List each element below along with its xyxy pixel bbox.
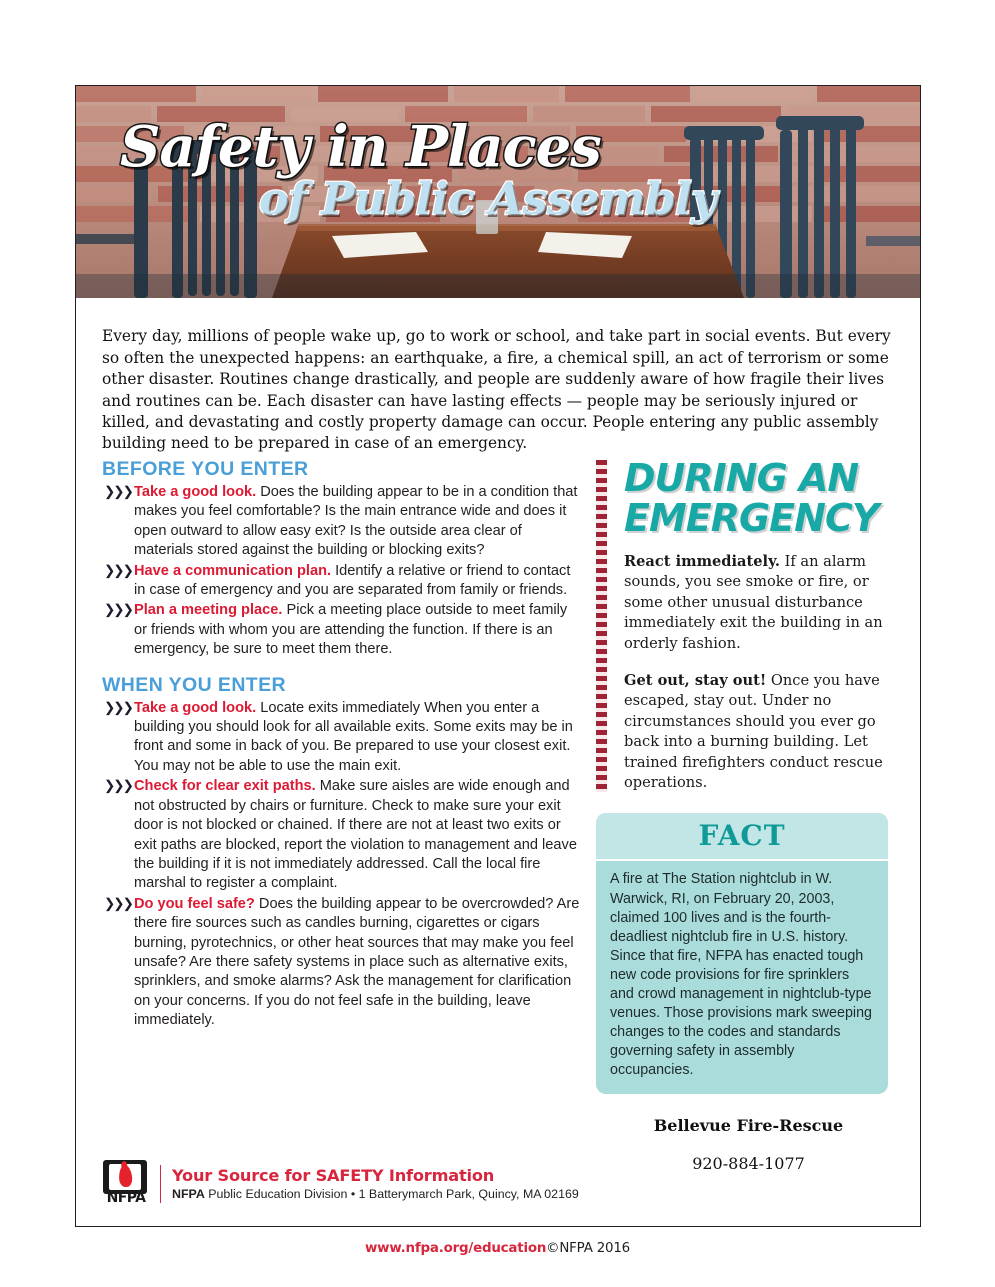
bullet-item [102,601,584,659]
emergency-paragraph [624,552,901,654]
chevron-triple-icon: ❯❯❯ [104,778,132,795]
right-column [596,458,901,1173]
bullet-lead: Check for clear exit paths. [134,778,316,795]
bullet-body: Pick a meeting place outside to meet family or friends with whom you are attending the function. If there is an emergency, be sure to meet them there. [134,602,568,658]
nfpa-text-block [172,1166,579,1202]
bullet-body: Locate exits immediately When you enter a building you should look for all available exits. Some exits may be in front and some in back of you. Be prepared to use your closest exit. You may not be able to use the main exit. [134,699,573,774]
nfpa-education-url[interactable]: www.nfpa.org/education [364,1241,547,1256]
nfpa-tagline: Your Source for SAFETY Information [172,1166,495,1185]
bullet-body: Make sure aisles are wide enough and not obstructed by chairs or furniture. Check to make sure your exit door is not blocked or chained. If there are not at least two exits or exit paths are blocked, report the violation to management and leave the building if it is not immediately addressed. Call the local fire marshal to register a complaint. [134,778,577,892]
chevron-triple-icon: ❯❯❯ [104,562,132,579]
agency-name: Bellevue Fire-Rescue [653,1115,844,1135]
bullet-body: Does the building appear to be in a condition that makes you feel comfortable? Is the main entrance wide and does it open outward to allow easy exit? Is the outside area clear of materials stored against the building or blocking exits? [134,484,578,559]
fact-box [596,813,888,1093]
emergency-paragraph-lead: React immediately. [624,553,780,570]
section-heading-before: BEFORE YOU ENTER [102,458,309,480]
fact-box-body: A fire at The Station nightclub in W. Warwick, RI, on February 20, 2003, claimed 100 lives and is the fourth-deadliest nightclub fire in U.S. history. Since that fire, NFPA has enacted tough new code provisions for fire sprinklers and crowd management in nightclub-type venues. Those provisions mark sweeping changes to the codes and standards governing safety in assembly occupancies. [610,871,872,1079]
striped-rule-decoration [596,460,607,792]
intro-paragraph: Every day, millions of people wake up, go to work or school, and take part in social events. But every so often the unexpected happens: an earthquake, a fire, a chemical spill, an act of terrorism or some other disaster. Routines change drastically, and people are suddenly aware of how fragile their lives and routines can be. Each disaster can have lasting effects — people may be seriously injured or killed, and devastating and costly property damage can occur. People entering any public assembly building need to be prepared in case of an emergency. [102,327,891,453]
bullet-item [102,699,584,777]
bullet-lead: Do you feel safe? [134,895,255,912]
emergency-heading [624,458,901,538]
emergency-paragraph [624,671,901,793]
chevron-triple-icon: ❯❯❯ [104,699,132,716]
title-line-2: of Public Assembly [259,174,717,225]
chevron-triple-icon: ❯❯❯ [104,484,132,500]
bullet-item [102,562,584,601]
title-line-1: Safety in Places [120,114,601,180]
chevron-triple-icon: ❯❯❯ [104,602,132,619]
emergency-heading-line-2: EMERGENCY [624,496,879,540]
nfpa-footer [102,1160,579,1208]
copyright-notice: ©NFPA 2016 [546,1241,630,1256]
footer-url-line [0,1241,995,1256]
hero-banner [76,86,920,298]
bullet-item [102,777,584,893]
poster-frame [75,85,921,1227]
nfpa-logo-wordmark: NFPA [106,1190,146,1206]
emergency-paragraph-body: Once you have escaped, stay out. Under no circumstances should you ever go back into a burning building. Let trained firefighters conduct rescue operations. [624,672,883,792]
footer-divider [160,1165,161,1203]
bullet-body: Identify a relative or friend to contact in case of emergency and you are separated from family or friends. [134,562,571,599]
nfpa-address-bold: NFPA [172,1187,205,1201]
nfpa-address [172,1186,579,1202]
bullet-lead: Take a good look. [134,484,257,500]
bullet-body: Does the building appear to be overcrowded? Are there fire sources such as candles burning, cigarettes or cigars burning, pyrotechnics, or other heat sources that may make you feel unsafe? Are there safety systems in place such as alternative exits, sprinklers, and smoke alarms? Ask the management for clarification on your concerns. If you do not feel safe in the building, leave immediately. [134,895,580,1029]
chevron-triple-icon: ❯❯❯ [104,895,132,912]
bullet-item [102,483,584,561]
bullet-lead: Have a communication plan. [134,562,332,579]
emergency-paragraph-lead: Get out, stay out! [624,672,767,690]
section-heading-when: WHEN YOU ENTER [102,673,287,696]
bullet-lead: Plan a meeting place. [134,602,283,619]
hero-title-group [76,86,920,298]
emergency-heading-line-1: DURING AN [624,456,859,500]
nfpa-address-rest: Public Education Division • 1 Batterymarch Park, Quincy, MA 02169 [204,1187,579,1201]
bullet-lead: Take a good look. [134,699,257,716]
left-column [102,458,584,1032]
bullet-item [102,895,584,1031]
agency-phone: 920-884-1077 [692,1153,805,1173]
fact-box-heading: FACT [596,813,888,861]
emergency-section [596,458,901,793]
nfpa-logo [102,1160,152,1208]
emergency-paragraph-body: If an alarm sounds, you see smoke or fire, or some other unusual disturbance immediately exit the building in an orderly fashion. [624,553,883,652]
